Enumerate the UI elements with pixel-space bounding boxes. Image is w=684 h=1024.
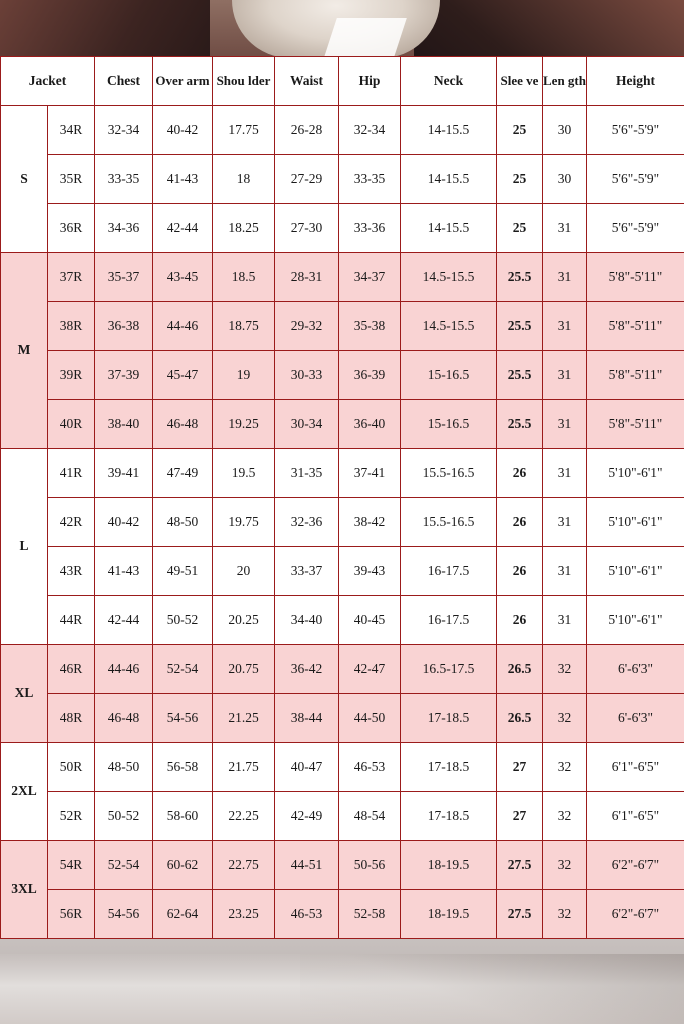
cell-hip: 38-42 bbox=[339, 498, 401, 547]
cell-neck: 16.5-17.5 bbox=[401, 645, 497, 694]
cell-sleeve: 25.5 bbox=[497, 351, 543, 400]
cell-sleeve: 25 bbox=[497, 106, 543, 155]
cell-overarm: 47-49 bbox=[153, 449, 213, 498]
table-body bbox=[1, 106, 684, 939]
cell-height: 5'8"-5'11" bbox=[587, 400, 684, 449]
cell-chest: 36-38 bbox=[95, 302, 153, 351]
cell-sleeve: 25.5 bbox=[497, 302, 543, 351]
header-chest: Chest bbox=[95, 57, 153, 106]
cell-sleeve: 25.5 bbox=[497, 253, 543, 302]
cell-jacket-size: 48R bbox=[48, 694, 95, 743]
cell-jacket-size: 42R bbox=[48, 498, 95, 547]
table-row bbox=[1, 792, 684, 841]
cell-shoulder: 19.25 bbox=[213, 400, 275, 449]
cell-overarm: 58-60 bbox=[153, 792, 213, 841]
table-row bbox=[1, 253, 684, 302]
cell-waist: 38-44 bbox=[275, 694, 339, 743]
cell-shoulder: 21.75 bbox=[213, 743, 275, 792]
cell-length: 31 bbox=[543, 547, 587, 596]
cell-hip: 40-45 bbox=[339, 596, 401, 645]
cell-waist: 44-51 bbox=[275, 841, 339, 890]
cell-jacket-size: 56R bbox=[48, 890, 95, 939]
cell-hip: 33-35 bbox=[339, 155, 401, 204]
cell-sleeve: 26 bbox=[497, 547, 543, 596]
cell-hip: 46-53 bbox=[339, 743, 401, 792]
cell-chest: 44-46 bbox=[95, 645, 153, 694]
cell-neck: 16-17.5 bbox=[401, 547, 497, 596]
cell-shoulder: 22.75 bbox=[213, 841, 275, 890]
table-row bbox=[1, 743, 684, 792]
cell-hip: 42-47 bbox=[339, 645, 401, 694]
cell-sleeve: 27.5 bbox=[497, 841, 543, 890]
header-hip: Hip bbox=[339, 57, 401, 106]
cell-chest: 37-39 bbox=[95, 351, 153, 400]
cell-neck: 17-18.5 bbox=[401, 694, 497, 743]
cell-chest: 35-37 bbox=[95, 253, 153, 302]
cell-height: 6'1"-6'5" bbox=[587, 792, 684, 841]
cell-waist: 42-49 bbox=[275, 792, 339, 841]
cell-hip: 52-58 bbox=[339, 890, 401, 939]
cell-waist: 31-35 bbox=[275, 449, 339, 498]
cell-height: 5'6"-5'9" bbox=[587, 204, 684, 253]
table-row bbox=[1, 547, 684, 596]
cell-overarm: 49-51 bbox=[153, 547, 213, 596]
cell-neck: 15.5-16.5 bbox=[401, 449, 497, 498]
header-neck: Neck bbox=[401, 57, 497, 106]
group-label-3xl: 3XL bbox=[1, 841, 48, 939]
cell-height: 5'10"-6'1" bbox=[587, 449, 684, 498]
cell-height: 5'8"-5'11" bbox=[587, 253, 684, 302]
table-row bbox=[1, 449, 684, 498]
cell-neck: 14.5-15.5 bbox=[401, 253, 497, 302]
cell-length: 32 bbox=[543, 694, 587, 743]
suit-shoulder-left bbox=[0, 0, 210, 60]
cell-overarm: 48-50 bbox=[153, 498, 213, 547]
group-label-m: M bbox=[1, 253, 48, 449]
cell-chest: 52-54 bbox=[95, 841, 153, 890]
cell-chest: 54-56 bbox=[95, 890, 153, 939]
table-row bbox=[1, 890, 684, 939]
cell-shoulder: 19.75 bbox=[213, 498, 275, 547]
table-row bbox=[1, 400, 684, 449]
header-jacket: Jacket bbox=[1, 57, 95, 106]
cell-shoulder: 18 bbox=[213, 155, 275, 204]
cell-shoulder: 18.75 bbox=[213, 302, 275, 351]
cell-hip: 36-40 bbox=[339, 400, 401, 449]
cell-jacket-size: 54R bbox=[48, 841, 95, 890]
table-header bbox=[1, 57, 684, 106]
cell-length: 31 bbox=[543, 400, 587, 449]
cell-waist: 29-32 bbox=[275, 302, 339, 351]
cell-length: 32 bbox=[543, 890, 587, 939]
cell-neck: 14-15.5 bbox=[401, 204, 497, 253]
cell-jacket-size: 38R bbox=[48, 302, 95, 351]
cell-neck: 14-15.5 bbox=[401, 106, 497, 155]
cell-sleeve: 27 bbox=[497, 792, 543, 841]
cell-height: 6'1"-6'5" bbox=[587, 743, 684, 792]
cell-hip: 37-41 bbox=[339, 449, 401, 498]
cell-overarm: 50-52 bbox=[153, 596, 213, 645]
header-overarm: Over arm bbox=[153, 57, 213, 106]
cell-waist: 27-30 bbox=[275, 204, 339, 253]
cell-shoulder: 20.25 bbox=[213, 596, 275, 645]
cell-waist: 32-36 bbox=[275, 498, 339, 547]
cell-hip: 44-50 bbox=[339, 694, 401, 743]
cell-shoulder: 18.25 bbox=[213, 204, 275, 253]
cell-sleeve: 27.5 bbox=[497, 890, 543, 939]
cell-length: 31 bbox=[543, 449, 587, 498]
cell-chest: 34-36 bbox=[95, 204, 153, 253]
cell-length: 31 bbox=[543, 253, 587, 302]
cell-sleeve: 25 bbox=[497, 155, 543, 204]
size-chart-container bbox=[0, 56, 684, 939]
header-length: Len gth bbox=[543, 57, 587, 106]
suit-shoulder-right bbox=[414, 0, 684, 60]
cell-jacket-size: 36R bbox=[48, 204, 95, 253]
size-chart-table bbox=[0, 56, 684, 939]
cell-overarm: 42-44 bbox=[153, 204, 213, 253]
cell-neck: 18-19.5 bbox=[401, 841, 497, 890]
cell-shoulder: 20 bbox=[213, 547, 275, 596]
cell-sleeve: 25 bbox=[497, 204, 543, 253]
cell-chest: 33-35 bbox=[95, 155, 153, 204]
cell-hip: 48-54 bbox=[339, 792, 401, 841]
table-row bbox=[1, 302, 684, 351]
cell-sleeve: 26.5 bbox=[497, 645, 543, 694]
cell-jacket-size: 44R bbox=[48, 596, 95, 645]
cell-chest: 42-44 bbox=[95, 596, 153, 645]
cell-neck: 18-19.5 bbox=[401, 890, 497, 939]
table-row bbox=[1, 694, 684, 743]
cell-length: 31 bbox=[543, 596, 587, 645]
cell-shoulder: 21.25 bbox=[213, 694, 275, 743]
cell-height: 5'8"-5'11" bbox=[587, 302, 684, 351]
group-label-s: S bbox=[1, 106, 48, 253]
cell-waist: 30-34 bbox=[275, 400, 339, 449]
table-row bbox=[1, 841, 684, 890]
cell-jacket-size: 37R bbox=[48, 253, 95, 302]
cell-chest: 50-52 bbox=[95, 792, 153, 841]
header-shoulder: Shou lder bbox=[213, 57, 275, 106]
cell-length: 31 bbox=[543, 351, 587, 400]
cell-overarm: 46-48 bbox=[153, 400, 213, 449]
cell-sleeve: 27 bbox=[497, 743, 543, 792]
cell-sleeve: 25.5 bbox=[497, 400, 543, 449]
cell-jacket-size: 41R bbox=[48, 449, 95, 498]
cell-waist: 36-42 bbox=[275, 645, 339, 694]
cell-length: 31 bbox=[543, 498, 587, 547]
cell-shoulder: 20.75 bbox=[213, 645, 275, 694]
cell-waist: 46-53 bbox=[275, 890, 339, 939]
cell-shoulder: 18.5 bbox=[213, 253, 275, 302]
cell-height: 6'2"-6'7" bbox=[587, 841, 684, 890]
table-row bbox=[1, 204, 684, 253]
cell-height: 5'10"-6'1" bbox=[587, 547, 684, 596]
cell-overarm: 45-47 bbox=[153, 351, 213, 400]
cell-jacket-size: 34R bbox=[48, 106, 95, 155]
header-row bbox=[1, 57, 684, 106]
group-label-2xl: 2XL bbox=[1, 743, 48, 841]
cell-jacket-size: 46R bbox=[48, 645, 95, 694]
cell-chest: 48-50 bbox=[95, 743, 153, 792]
cell-hip: 32-34 bbox=[339, 106, 401, 155]
cell-length: 31 bbox=[543, 204, 587, 253]
cell-chest: 41-43 bbox=[95, 547, 153, 596]
cell-overarm: 56-58 bbox=[153, 743, 213, 792]
cell-hip: 36-39 bbox=[339, 351, 401, 400]
cell-hip: 33-36 bbox=[339, 204, 401, 253]
cell-overarm: 44-46 bbox=[153, 302, 213, 351]
cell-waist: 34-40 bbox=[275, 596, 339, 645]
cell-height: 5'10"-6'1" bbox=[587, 498, 684, 547]
cell-sleeve: 26 bbox=[497, 498, 543, 547]
cell-jacket-size: 40R bbox=[48, 400, 95, 449]
cell-waist: 40-47 bbox=[275, 743, 339, 792]
cell-shoulder: 19.5 bbox=[213, 449, 275, 498]
cell-jacket-size: 39R bbox=[48, 351, 95, 400]
cell-height: 6'-6'3" bbox=[587, 694, 684, 743]
cell-shoulder: 17.75 bbox=[213, 106, 275, 155]
cell-chest: 40-42 bbox=[95, 498, 153, 547]
shirt-collar bbox=[323, 18, 407, 60]
cell-shoulder: 19 bbox=[213, 351, 275, 400]
cell-height: 6'2"-6'7" bbox=[587, 890, 684, 939]
table-row bbox=[1, 351, 684, 400]
cell-jacket-size: 43R bbox=[48, 547, 95, 596]
cell-overarm: 40-42 bbox=[153, 106, 213, 155]
cell-waist: 28-31 bbox=[275, 253, 339, 302]
cell-neck: 17-18.5 bbox=[401, 743, 497, 792]
cell-neck: 15.5-16.5 bbox=[401, 498, 497, 547]
cell-shoulder: 22.25 bbox=[213, 792, 275, 841]
cell-overarm: 54-56 bbox=[153, 694, 213, 743]
cell-hip: 50-56 bbox=[339, 841, 401, 890]
cell-neck: 16-17.5 bbox=[401, 596, 497, 645]
cell-chest: 38-40 bbox=[95, 400, 153, 449]
cell-sleeve: 26.5 bbox=[497, 694, 543, 743]
cell-waist: 27-29 bbox=[275, 155, 339, 204]
cell-waist: 30-33 bbox=[275, 351, 339, 400]
group-label-l: L bbox=[1, 449, 48, 645]
cell-hip: 35-38 bbox=[339, 302, 401, 351]
cell-length: 32 bbox=[543, 792, 587, 841]
cell-height: 5'6"-5'9" bbox=[587, 155, 684, 204]
cell-waist: 26-28 bbox=[275, 106, 339, 155]
cell-overarm: 62-64 bbox=[153, 890, 213, 939]
table-row bbox=[1, 155, 684, 204]
cell-length: 32 bbox=[543, 841, 587, 890]
cell-neck: 14.5-15.5 bbox=[401, 302, 497, 351]
table-row bbox=[1, 498, 684, 547]
cell-waist: 33-37 bbox=[275, 547, 339, 596]
cell-height: 5'10"-6'1" bbox=[587, 596, 684, 645]
table-row bbox=[1, 596, 684, 645]
cell-chest: 46-48 bbox=[95, 694, 153, 743]
cell-height: 6'-6'3" bbox=[587, 645, 684, 694]
cell-sleeve: 26 bbox=[497, 596, 543, 645]
cell-sleeve: 26 bbox=[497, 449, 543, 498]
header-sleeve: Slee ve bbox=[497, 57, 543, 106]
cell-length: 32 bbox=[543, 743, 587, 792]
cell-chest: 32-34 bbox=[95, 106, 153, 155]
group-label-xl: XL bbox=[1, 645, 48, 743]
cell-length: 30 bbox=[543, 106, 587, 155]
cell-hip: 34-37 bbox=[339, 253, 401, 302]
table-row bbox=[1, 106, 684, 155]
header-height: Height bbox=[587, 57, 684, 106]
cell-chest: 39-41 bbox=[95, 449, 153, 498]
cell-length: 30 bbox=[543, 155, 587, 204]
cell-shoulder: 23.25 bbox=[213, 890, 275, 939]
lower-garment-shadow bbox=[300, 954, 684, 1024]
cell-neck: 15-16.5 bbox=[401, 351, 497, 400]
cell-hip: 39-43 bbox=[339, 547, 401, 596]
table-row bbox=[1, 645, 684, 694]
cell-neck: 15-16.5 bbox=[401, 400, 497, 449]
cell-overarm: 43-45 bbox=[153, 253, 213, 302]
cell-neck: 14-15.5 bbox=[401, 155, 497, 204]
cell-jacket-size: 52R bbox=[48, 792, 95, 841]
cell-overarm: 52-54 bbox=[153, 645, 213, 694]
header-waist: Waist bbox=[275, 57, 339, 106]
cell-height: 5'6"-5'9" bbox=[587, 106, 684, 155]
cell-height: 5'8"-5'11" bbox=[587, 351, 684, 400]
cell-length: 31 bbox=[543, 302, 587, 351]
cell-jacket-size: 50R bbox=[48, 743, 95, 792]
cell-overarm: 60-62 bbox=[153, 841, 213, 890]
cell-neck: 17-18.5 bbox=[401, 792, 497, 841]
cell-overarm: 41-43 bbox=[153, 155, 213, 204]
cell-length: 32 bbox=[543, 645, 587, 694]
cell-jacket-size: 35R bbox=[48, 155, 95, 204]
